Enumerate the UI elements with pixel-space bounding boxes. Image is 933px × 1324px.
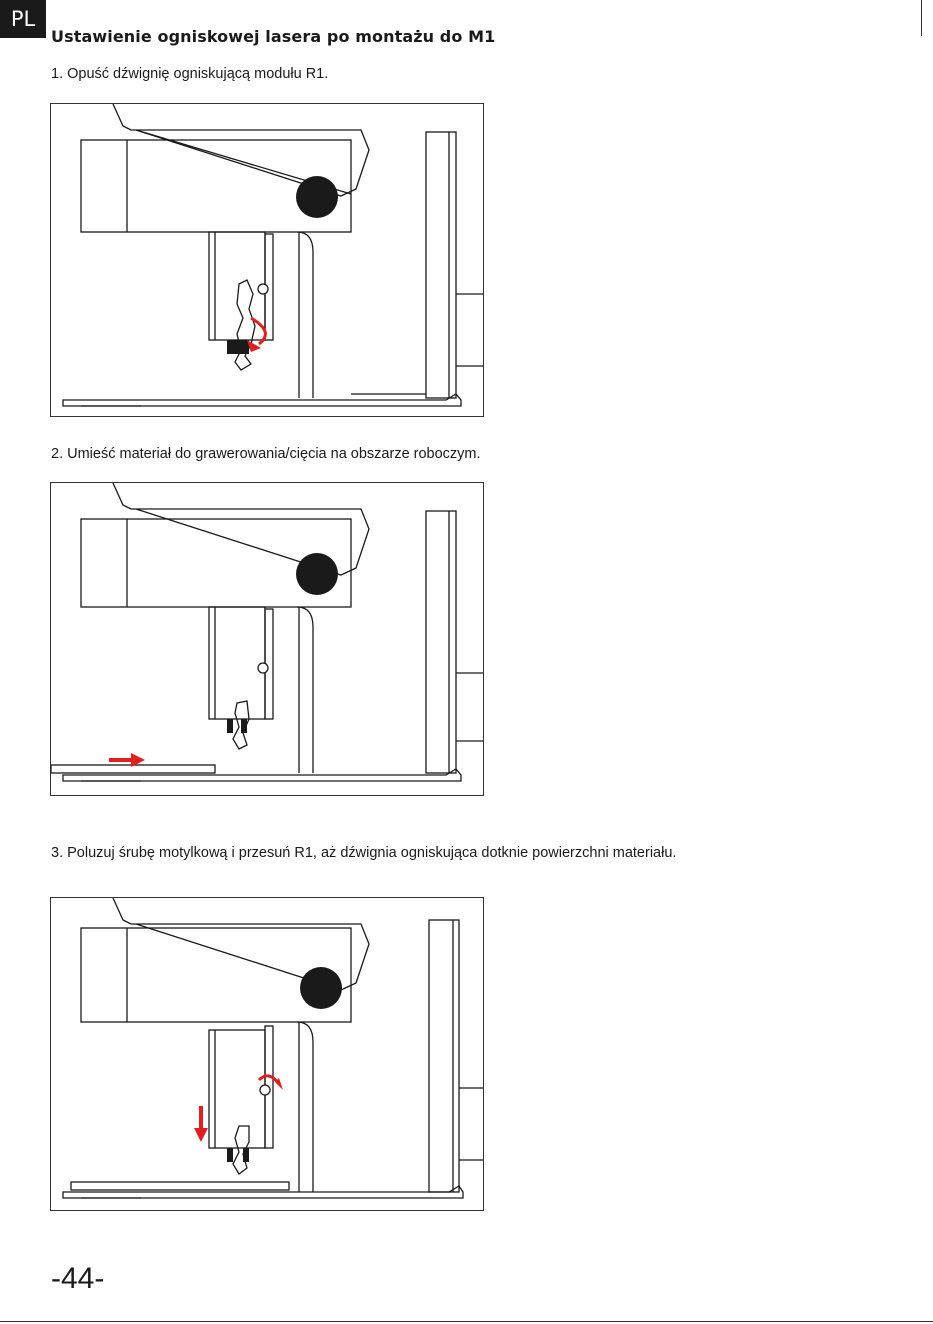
page-title: Ustawienie ogniskowej lasera po montażu do M1 [51, 27, 496, 46]
machine-diagram-2 [51, 483, 483, 795]
machine-diagram-1 [51, 104, 483, 416]
machine-diagram-3 [51, 898, 483, 1210]
step-3-illustration [50, 897, 484, 1211]
step-2-text: 2. Umieść materiał do grawerowania/cięcia na obszarze roboczym. [51, 446, 481, 462]
step-1-illustration [50, 103, 484, 417]
wing-screw-knob [296, 176, 338, 218]
step-1-text: 1. Opuść dźwignię ogniskującą modułu R1. [51, 66, 329, 82]
footer-divider [0, 1321, 933, 1322]
step-3-text: 3. Poluzuj śrubę motylkową i przesuń R1, aż dźwignia ogniskująca dotknie powierzchni materiału. [51, 845, 677, 861]
header-divider [921, 0, 922, 36]
page-number: -44- [51, 1262, 105, 1295]
language-badge: PL [0, 0, 46, 38]
step-2-illustration [50, 482, 484, 796]
